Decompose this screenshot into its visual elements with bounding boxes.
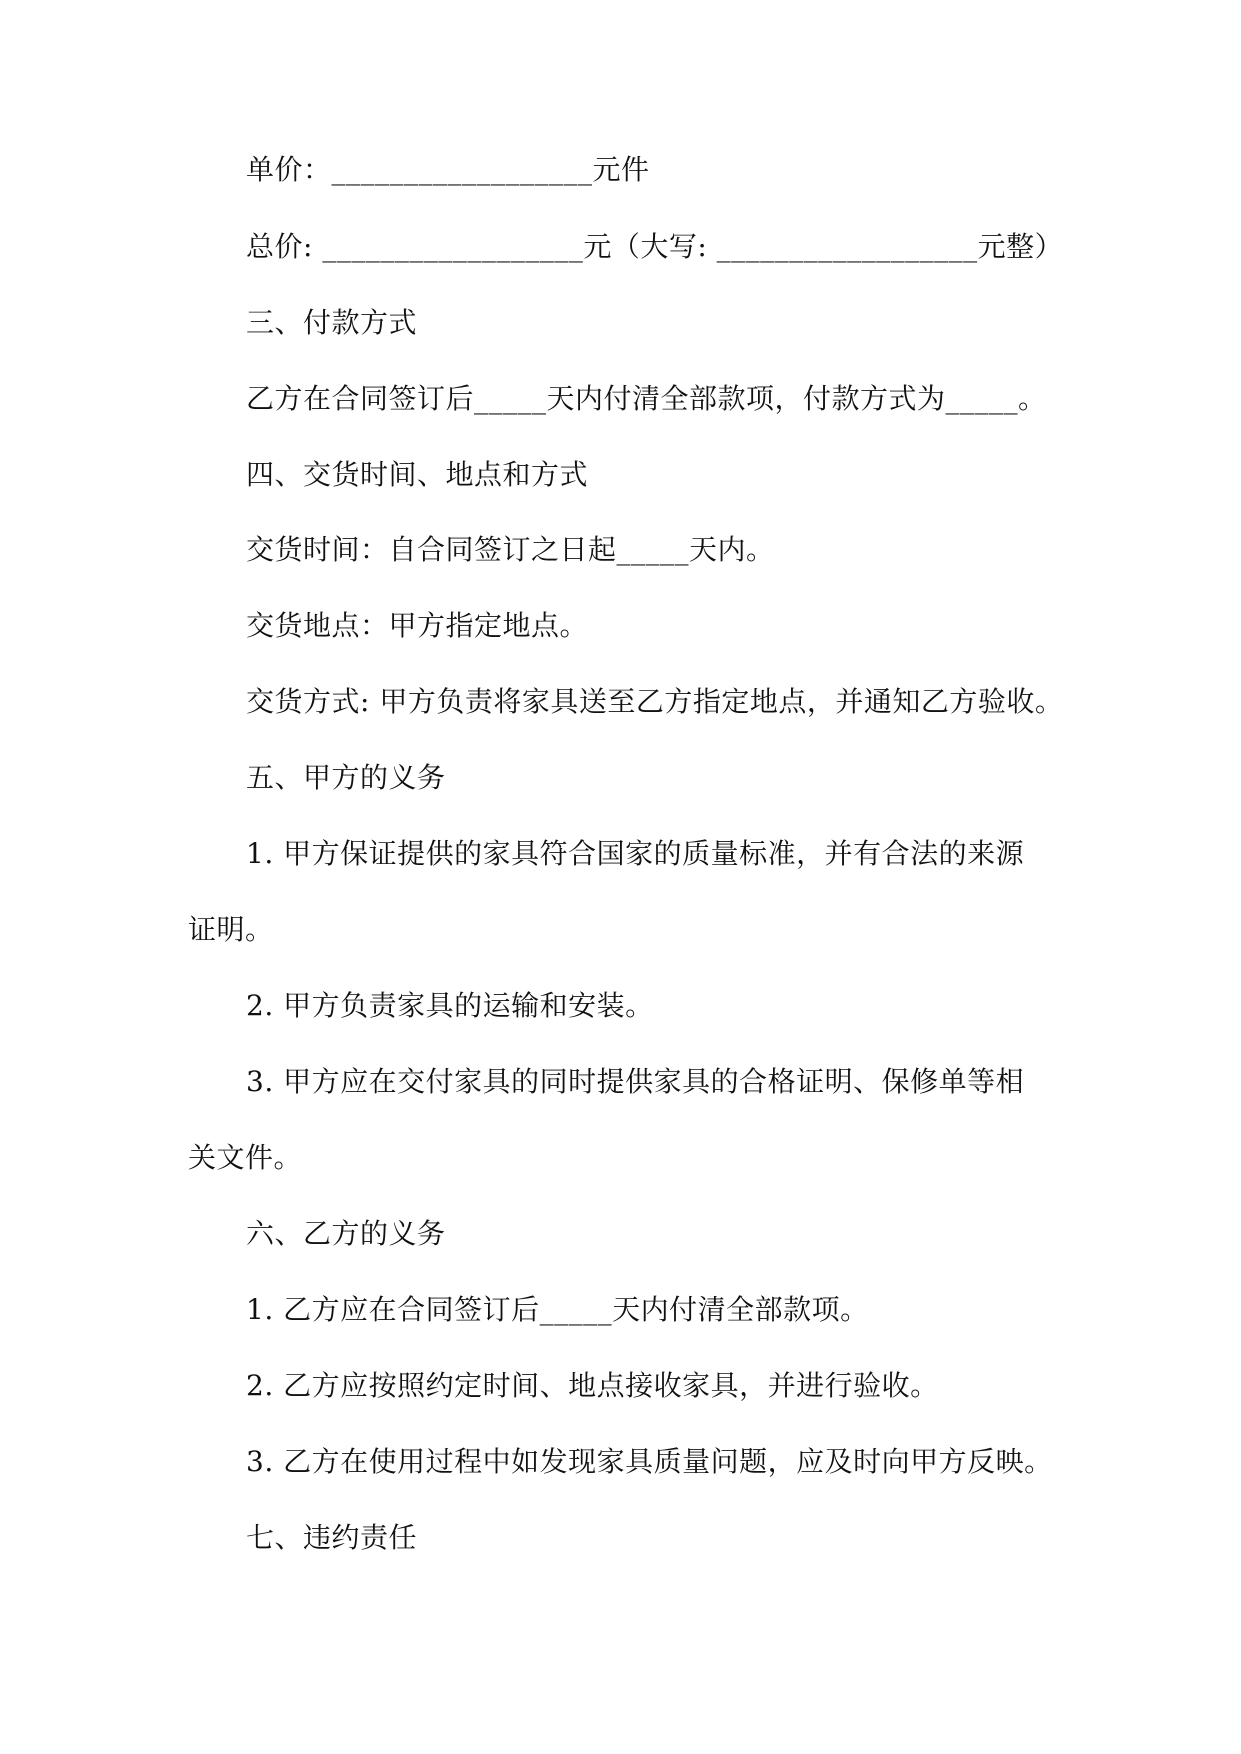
unit-price-line: 单价：__________________元件 (246, 153, 650, 186)
party-b-duty-2: 2. 乙方应按照约定时间、地点接收家具，并进行验收。 (246, 1369, 939, 1402)
section-heading-breach-liability: 七、违约责任 (246, 1521, 418, 1554)
party-a-duty-2: 2. 甲方负责家具的运输和安装。 (246, 989, 654, 1022)
payment-terms-line: 乙方在合同签订后_____天内付清全部款项，付款方式为_____。 (246, 382, 1047, 415)
party-a-duty-1-line-1: 1. 甲方保证提供的家具符合国家的质量标准，并有合法的来源 (246, 837, 1025, 870)
section-heading-payment: 三、付款方式 (246, 306, 418, 339)
delivery-time-line: 交货时间：自合同签订之日起_____天内。 (246, 533, 775, 566)
delivery-method-line: 交货方式: 甲方负责将家具送至乙方指定地点，并通知乙方验收。 (246, 685, 1064, 718)
party-a-duty-1-line-2: 证明。 (188, 913, 274, 946)
party-b-duty-3: 3. 乙方在使用过程中如发现家具质量问题，应及时向甲方反映。 (246, 1445, 1053, 1478)
party-a-duty-3-line-1: 3. 甲方应在交付家具的同时提供家具的合格证明、保修单等相 (246, 1065, 1025, 1098)
delivery-place-line: 交货地点：甲方指定地点。 (246, 609, 589, 642)
section-heading-party-b-duties: 六、乙方的义务 (246, 1217, 446, 1250)
section-heading-delivery: 四、交货时间、地点和方式 (246, 458, 589, 491)
party-a-duty-3-line-2: 关文件。 (188, 1141, 303, 1174)
section-heading-party-a-duties: 五、甲方的义务 (246, 761, 446, 794)
party-b-duty-1: 1. 乙方应在合同签订后_____天内付清全部款项。 (246, 1293, 869, 1326)
total-price-line: 总价: __________________元（大写: __________________元整） (246, 230, 1064, 263)
